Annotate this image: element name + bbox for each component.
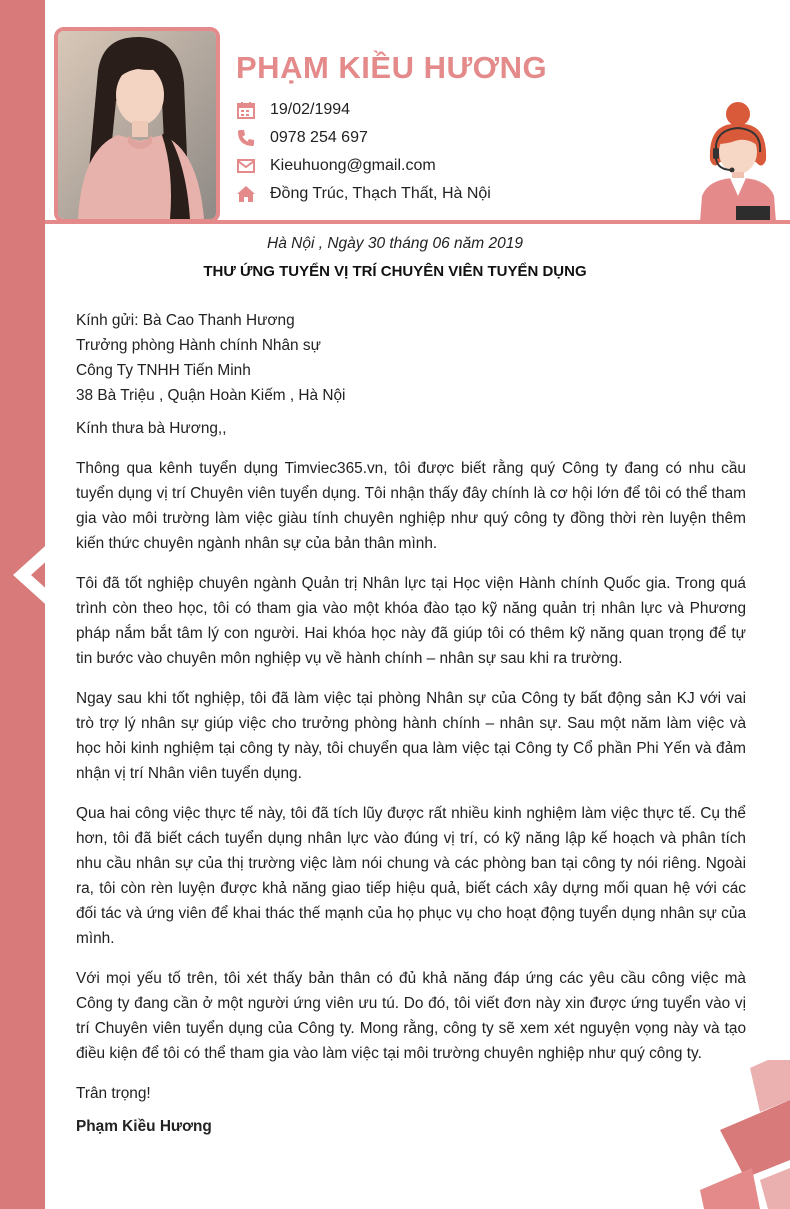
recipient-line: 38 Bà Triệu , Quận Hoàn Kiếm , Hà Nội bbox=[76, 387, 346, 404]
info-address bbox=[236, 181, 491, 207]
profile-photo bbox=[54, 27, 220, 223]
paragraph: Ngay sau khi tốt nghiệp, tôi đã làm việc tại phòng Nhân sự của Công ty bất động sản KJ với vai trò trợ lý nhân sự giúp việc cho trưởng phòng hành chính – nhân sự. Sau một năm làm việc và học hỏi kinh nghiệm tại công ty này, tôi chuyển qua làm việc tại Công ty Cổ phần Phi Yến và đảm nhận vị trí Nhân viên tuyển dụng. bbox=[76, 690, 746, 782]
phone-text: 0978 254 697 bbox=[270, 129, 368, 146]
recipient-line: Trưởng phòng Hành chính Nhân sự bbox=[76, 337, 321, 354]
home-icon bbox=[236, 184, 256, 204]
recipient-line: Kính gửi: Bà Cao Thanh Hương bbox=[76, 312, 295, 329]
paragraph: Tôi đã tốt nghiệp chuyên ngành Quản trị Nhân lực tại Học viện Hành chính Quốc gia. Trong quá trình còn theo học, tôi có tham gia vào một khóa đào tạo kỹ năng quản trị nhân lực và Phương pháp nắm bắt tâm lý con người. Hai khóa học này đã giúp tôi có thêm kỹ năng quan trọng để tự tin bước vào chuyên môn nghiệp vụ về hành chính – nhân sự sau khi ra trường. bbox=[76, 575, 746, 667]
mail-icon bbox=[236, 156, 256, 176]
letter-date: Hà Nội , Ngày 30 tháng 06 năm 2019 bbox=[267, 235, 523, 252]
paragraph: Với mọi yếu tố trên, tôi xét thấy bản thân có đủ khả năng đáp ứng các yêu cầu công việc mà Công ty đang cần ở một người ứng viên ưu tú. Do đó, tôi viết đơn này xin được ứng tuyển vào vị trí Chuyên viên tuyển dụng của Công ty. Mong rằng, công ty sẽ xem xét nguyện vọng này và tạo điều kiện để tôi có thể tham gia vào làm việc tại môi trường chuyên nghiệp như quý công ty. bbox=[76, 970, 746, 1062]
signature: Phạm Kiều Hương bbox=[76, 1118, 212, 1135]
info-phone bbox=[236, 125, 368, 151]
recipient-line: Công Ty TNHH Tiến Minh bbox=[76, 362, 251, 379]
letter-title: THƯ ỨNG TUYỂN VỊ TRÍ CHUYÊN VIÊN TUYỂN DỤNG bbox=[203, 263, 587, 280]
applicant-name: PHẠM KIỀU HƯƠNG bbox=[236, 50, 548, 85]
info-email bbox=[236, 153, 436, 179]
email-text: Kieuhuong@gmail.com bbox=[270, 157, 436, 174]
closing: Trân trọng! bbox=[76, 1085, 151, 1102]
chevron-left-icon bbox=[12, 540, 58, 610]
address-text: Đồng Trúc, Thạch Thất, Hà Nội bbox=[270, 185, 491, 202]
support-agent-illustration bbox=[692, 100, 782, 222]
corner-decoration bbox=[690, 1060, 790, 1209]
paragraph: Qua hai công việc thực tế này, tôi đã tích lũy được rất nhiều kinh nghiệm làm việc thực tế. Cụ thể hơn, tôi đã biết cách tuyển dụng nhân lực vào đúng vị trí, có kỹ năng lập kế hoạch và phân tích nhu cầu nhân sự của thị trường việc làm nói chung và các phòng ban tại công ty nói riêng. Ngoài ra, tôi còn rèn luyện được khả năng giao tiếp hiệu quả, biết cách xây dựng mối quan hệ với các đối tác và ứng viên để khai thác thế mạnh của họ phục vụ cho hoạt động tuyển dụng nhân sự của mình. bbox=[76, 805, 746, 947]
letter-body bbox=[76, 308, 746, 1139]
info-dob bbox=[236, 97, 350, 123]
calendar-icon bbox=[236, 100, 256, 120]
paragraph: Thông qua kênh tuyển dụng Timviec365.vn, tôi được biết rằng quý Công ty đang có nhu cầu tuyển dụng vị trí Chuyên viên tuyển dụng. Tôi nhận thấy đây chính là cơ hội lớn để tôi có thể tham gia vào môi trường làm việc giàu tính chuyên nghiệp như quý công ty đồng thời rèn luyện thêm kiến thức chuyên ngành nhân sự của bản thân mình. bbox=[76, 460, 746, 552]
greeting: Kính thưa bà Hương,, bbox=[76, 420, 227, 437]
phone-icon bbox=[236, 128, 256, 148]
recipient-block bbox=[76, 308, 746, 408]
dob-text: 19/02/1994 bbox=[270, 101, 351, 118]
header-divider bbox=[45, 220, 790, 224]
